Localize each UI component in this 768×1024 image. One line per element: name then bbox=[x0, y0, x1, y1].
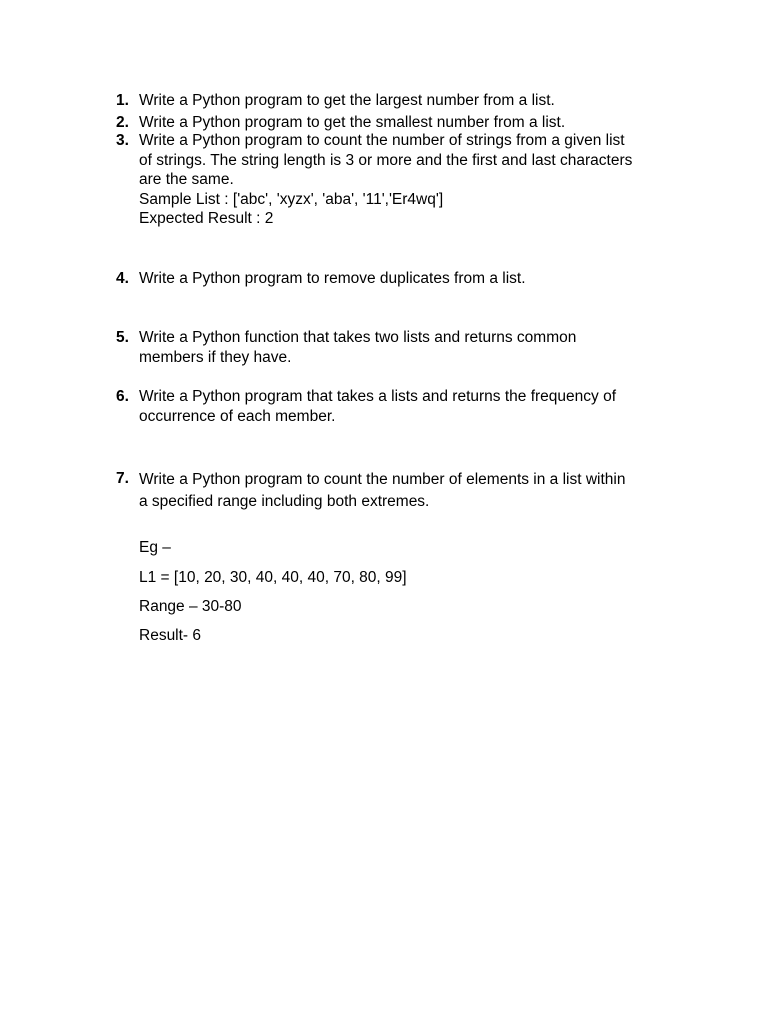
item-text bbox=[139, 469, 684, 512]
item-line: occurrence of each member. bbox=[139, 407, 336, 425]
expected-result-line: Expected Result : 2 bbox=[139, 210, 274, 227]
item-text bbox=[139, 269, 684, 289]
item-line: Write a Python program to count the number of elements in a list within bbox=[139, 471, 626, 488]
example-heading: Eg – bbox=[139, 539, 171, 556]
item-text bbox=[139, 91, 684, 111]
item-line: of strings. The string length is 3 or more and the first and last characters bbox=[139, 151, 633, 169]
item-number: 6. bbox=[116, 388, 129, 405]
item-line: Write a Python program that takes a lists and returns the frequency of bbox=[139, 388, 617, 405]
sample-list-line: Sample List : ['abc', 'xyzx', 'aba', '11','Er4wq'] bbox=[139, 190, 444, 208]
item-line: Write a Python program to remove duplicates from a list. bbox=[139, 270, 526, 287]
item-text bbox=[139, 387, 684, 426]
item-number: 3. bbox=[116, 132, 129, 149]
item-text bbox=[139, 113, 684, 133]
example-result-line: Result- 6 bbox=[139, 627, 202, 644]
item-line: are the same. bbox=[139, 171, 234, 188]
item-number: 1. bbox=[116, 92, 129, 109]
item-line: Write a Python program to get the largest number from a list. bbox=[139, 92, 555, 109]
example-range-line: Range – 30-80 bbox=[139, 598, 242, 615]
item-number: 2. bbox=[116, 114, 129, 131]
example-list-line: L1 = [10, 20, 30, 40, 40, 40, 70, 80, 99] bbox=[139, 569, 407, 586]
item-line: a specified range including both extremes. bbox=[139, 492, 430, 510]
item-number: 5. bbox=[116, 329, 129, 346]
item-number: 4. bbox=[116, 270, 129, 287]
item-line: Write a Python program to get the smallest number from a list. bbox=[139, 114, 566, 131]
item-text bbox=[139, 131, 684, 229]
item-number: 7. bbox=[116, 470, 129, 487]
item-text bbox=[139, 328, 684, 367]
item-line: members if they have. bbox=[139, 348, 292, 366]
item-line: Write a Python function that takes two lists and returns common bbox=[139, 329, 577, 346]
item-line: Write a Python program to count the number of strings from a given list bbox=[139, 132, 625, 149]
